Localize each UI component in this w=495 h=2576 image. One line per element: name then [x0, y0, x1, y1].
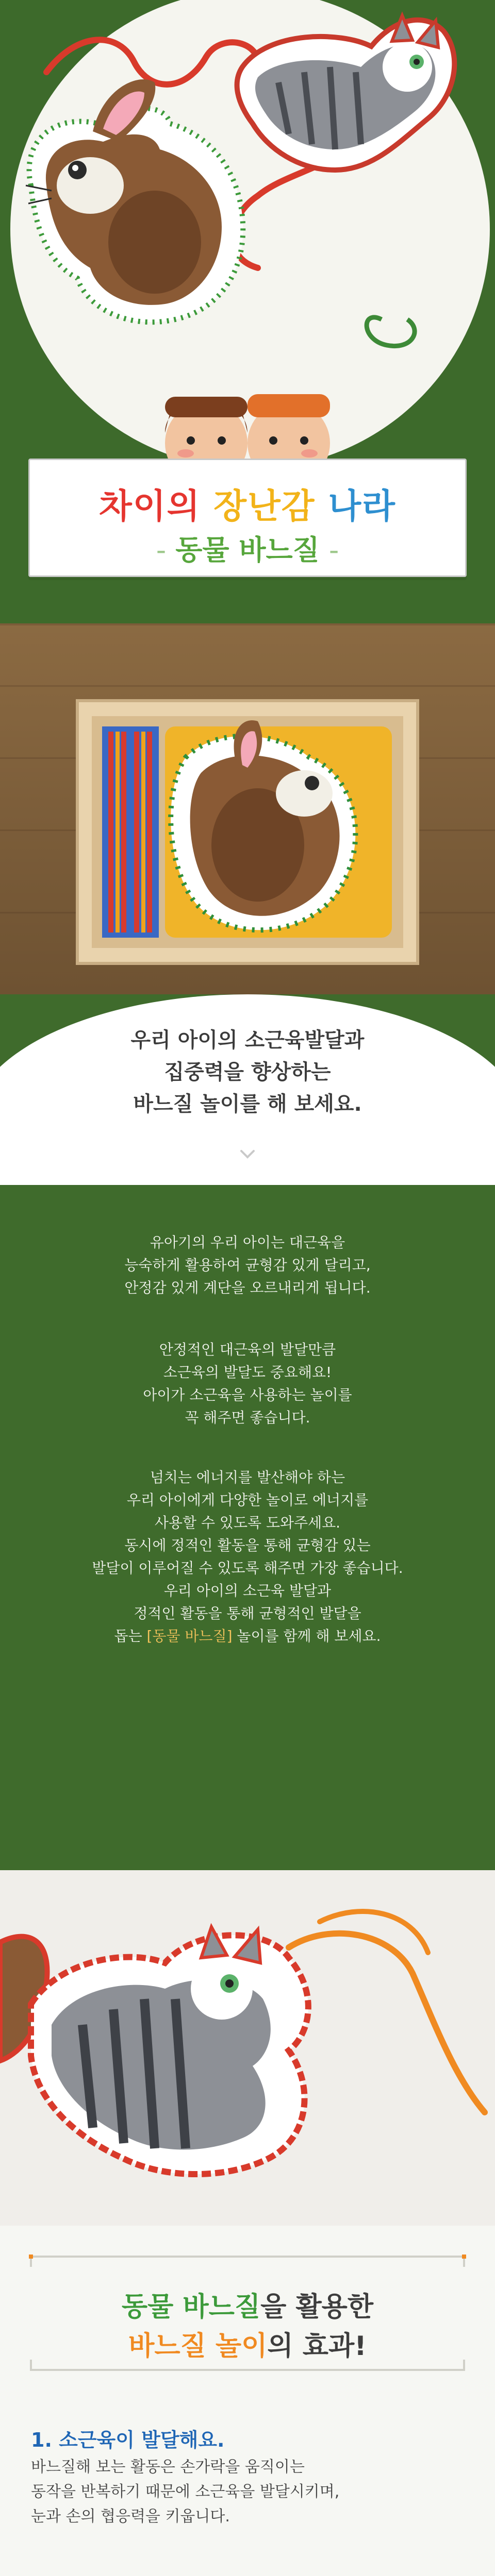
product-name-dash-left: - [156, 534, 167, 566]
product-box-photo [0, 623, 495, 994]
intro-headline [0, 1024, 495, 1120]
paragraph-line: 유아기의 우리 아이는 대근육을 [150, 1234, 345, 1251]
paragraph-text: 놀이를 함께 해 보세요. [232, 1628, 381, 1645]
effect-line: 바느질해 보는 활동은 손가락을 움직이는 [31, 2458, 305, 2476]
product-highlight: [동물 바느질] [146, 1628, 233, 1645]
paragraph-line: 동시에 정적인 활동을 통해 균형감 있는 [124, 1537, 371, 1554]
title-card [28, 459, 467, 577]
product-name-text: 동물 바느질 [175, 534, 320, 566]
product-name-dash-right: - [328, 534, 339, 566]
product-name [30, 528, 465, 568]
paragraph-line: 능숙하게 활용하여 균형감 있게 달리고, [124, 1257, 371, 1274]
effects-title-line [0, 2287, 495, 2327]
brand-title-word-1: 차이의 [98, 486, 201, 526]
effects-title-text: 을 활용한 [260, 2292, 374, 2323]
paragraph-1 [0, 1231, 495, 1299]
paragraph-line-highlight [0, 1625, 495, 1648]
paragraph-line: 사용할 수 있도록 도와주세요. [154, 1514, 341, 1531]
paragraph-line: 소근육의 발달도 중요해요! [163, 1364, 332, 1381]
paragraph-line: 꼭 해주면 좋습니다. [185, 1409, 310, 1426]
effects-title-accent: 동물 바느질 [121, 2292, 261, 2323]
effects-title-line [0, 2327, 495, 2366]
paragraph-line: 발달이 이루어질 수 있도록 해주면 가장 좋습니다. [92, 1560, 403, 1577]
effect-line: 동작을 반복하기 때문에 소근육을 발달시키며, [31, 2483, 340, 2501]
effect-heading: 1. 소근육이 발달해요. [31, 2429, 225, 2451]
intro-line: 집중력을 향상하는 [164, 1060, 331, 1084]
effects-section [0, 2226, 495, 2576]
paragraph-line: 넘치는 에너지를 발산해야 하는 [150, 1469, 345, 1486]
hero-illustration [0, 0, 495, 464]
paragraph-line: 안정감 있게 계단을 오르내리게 됩니다. [124, 1279, 371, 1296]
green-lace-string [367, 317, 415, 346]
lacing-cat-photo [0, 1870, 495, 2226]
paragraph-line: 우리 아이에게 다양한 놀이로 에너지를 [126, 1492, 369, 1509]
effect-line: 눈과 손의 협응력을 키웁니다. [31, 2507, 230, 2526]
paragraph-line: 안정적인 대근육의 발달만큼 [159, 1341, 336, 1358]
lacing-photo-section [0, 1870, 495, 2226]
paragraph-line: 우리 아이의 소근육 발달과 [163, 1582, 332, 1599]
intro-line: 우리 아이의 소근육발달과 [130, 1028, 365, 1052]
intro-line: 바느질 놀이를 해 보세요. [133, 1092, 362, 1116]
paragraph-2 [0, 1338, 495, 1429]
title-bracket [31, 2257, 464, 2267]
rabbit-figure [26, 79, 243, 322]
brand-title-word-3: 나라 [328, 486, 397, 526]
kids-figure [165, 394, 330, 464]
effects-title-accent: 바느질 놀이 [128, 2331, 268, 2362]
chevron-down-icon [238, 1145, 257, 1163]
cat-figure [237, 15, 455, 170]
brand-title-word-2: 장난감 [213, 486, 316, 526]
brand-title [30, 479, 465, 528]
hero-section [0, 0, 495, 623]
product-photo-section [0, 623, 495, 994]
paragraph-line: 아이가 소근육을 사용하는 놀이를 [143, 1386, 352, 1403]
paragraph-3 [0, 1466, 495, 1648]
effects-title [0, 2287, 495, 2366]
paragraph-text: 돕는 [114, 1628, 147, 1645]
paragraph-line: 정적인 활동을 통해 균형적인 발달을 [134, 1605, 361, 1622]
effects-title-text: 의 효과! [267, 2331, 367, 2362]
effect-description [31, 2455, 339, 2529]
